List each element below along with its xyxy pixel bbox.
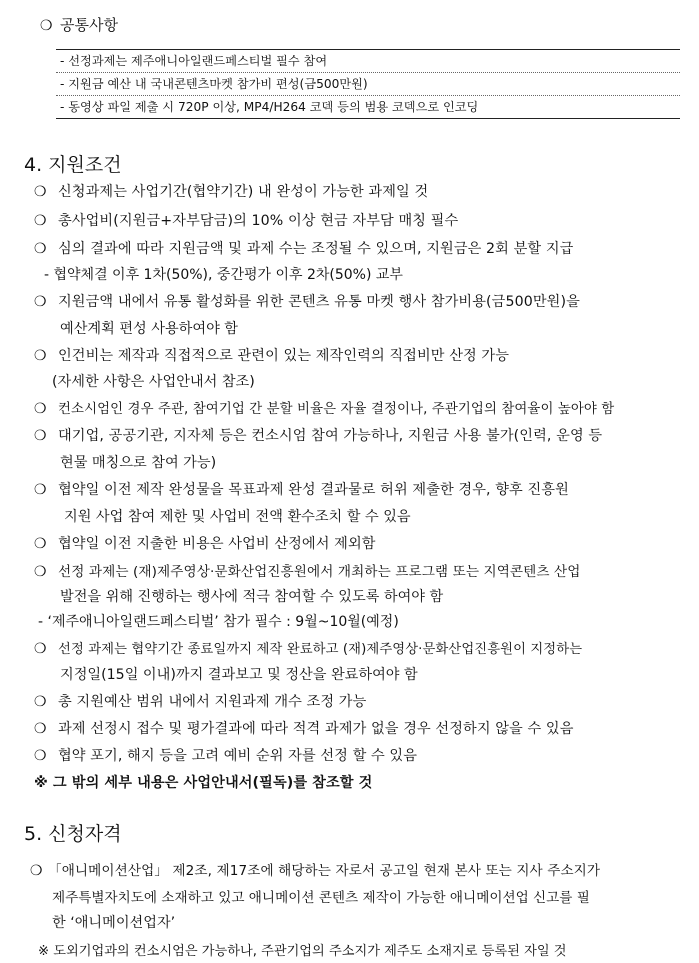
circle-bullet-icon: ❍	[34, 641, 47, 657]
eligibility-continuation: 제주특별자치도에 소재하고 있고 애니메이션 콘텐츠 제작이 가능한 애니메이션업 신고를 필	[52, 890, 590, 906]
condition-item: ❍ 협약일 이전 지출한 비용은 사업비 산정에서 제외함	[34, 536, 376, 552]
condition-continuation: (자세한 사항은 사업안내서 참조)	[52, 374, 255, 390]
condition-item: ❍ 총 지원예산 범위 내에서 지원과제 개수 조정 가능	[34, 694, 367, 710]
circle-bullet-icon: ❍	[34, 213, 47, 229]
condition-continuation: 현물 매칭으로 참여 가능)	[60, 455, 217, 471]
condition-item: ❍ 지원금액 내에서 유통 활성화를 위한 콘텐츠 유통 마켓 행사 참가비용(금500만원)을	[34, 294, 580, 310]
circle-bullet-icon: ❍	[40, 18, 53, 34]
condition-subnote: - ‘제주애니아일랜드페스티벌’ 참가 필수 : 9월~10월(예정)	[38, 614, 399, 630]
condition-continuation: 지원 사업 참여 제한 및 사업비 전액 환수조치 할 수 있음	[64, 509, 411, 525]
eligibility-note: ※ 도외기업과의 컨소시엄은 가능하나, 주관기업의 주소지가 제주도 소재지로 등록된 자일 것	[38, 944, 567, 959]
circle-bullet-icon: ❍	[34, 348, 47, 364]
section-4-title: 4. 지원조건	[24, 154, 122, 176]
section-5-title: 5. 신청자격	[24, 823, 122, 845]
common-notes-box	[56, 49, 680, 119]
common-note-row: - 지원금 예산 내 국내콘텐츠마켓 참가비 편성(금500만원)	[56, 73, 680, 96]
condition-item: ❍ 대기업, 공공기관, 지자체 등은 컨소시엄 참여 가능하나, 지원금 사용 불가(인력, 운영 등	[34, 428, 603, 444]
circle-bullet-icon: ❍	[34, 482, 47, 498]
circle-bullet-icon: ❍	[34, 536, 47, 552]
reference-notice: ※ 그 밖의 세부 내용은 사업안내서(필독)를 참조할 것	[34, 775, 373, 791]
eligibility-item: ❍ 「애니메이션산업」 제2조, 제17조에 해당하는 자로서 공고일 현재 본사 또는 지사 주소지가	[30, 863, 601, 879]
common-heading	[40, 14, 118, 35]
condition-item: ❍ 신청과제는 사업기간(협약기간) 내 완성이 가능한 과제일 것	[34, 184, 429, 200]
condition-item: ❍ 협약일 이전 제작 완성물을 목표과제 완성 결과물로 허위 제출한 경우, 향후 진흥원	[34, 482, 569, 498]
circle-bullet-icon: ❍	[30, 863, 43, 879]
circle-bullet-icon: ❍	[34, 721, 47, 737]
condition-continuation: 예산계획 편성 사용하여야 함	[60, 321, 238, 337]
condition-item: ❍ 컨소시엄인 경우 주관, 참여기업 간 분할 비율은 자율 결정이나, 주관기업의 참여율이 높아야 함	[34, 401, 615, 417]
circle-bullet-icon: ❍	[34, 401, 47, 417]
circle-bullet-icon: ❍	[34, 694, 47, 710]
circle-bullet-icon: ❍	[34, 428, 47, 444]
circle-bullet-icon: ❍	[34, 241, 47, 257]
condition-item: ❍ 인건비는 제작과 직접적으로 관련이 있는 제작인력의 직접비만 산정 가능	[34, 348, 510, 364]
condition-item: ❍ 총사업비(지원금+자부담금)의 10% 이상 현금 자부담 매칭 필수	[34, 213, 459, 229]
circle-bullet-icon: ❍	[34, 564, 47, 580]
condition-item: ❍ 심의 결과에 따라 지원금액 및 과제 수는 조정될 수 있으며, 지원금은 2회 분할 지급	[34, 241, 574, 257]
condition-item: ❍ 과제 선정시 접수 및 평가결과에 따라 적격 과제가 없을 경우 선정하지 않을 수 있음	[34, 721, 574, 737]
condition-continuation: 발전을 위해 진행하는 행사에 적극 참여할 수 있도록 하여야 함	[60, 589, 444, 605]
common-title: 공통사항	[60, 16, 118, 34]
circle-bullet-icon: ❍	[34, 748, 47, 764]
condition-item: ❍ 선정 과제는 협약기간 종료일까지 제작 완료하고 (재)제주영상·문화산업진흥원이 지정하는	[34, 641, 583, 657]
common-note-row: - 동영상 파일 제출 시 720P 이상, MP4/H264 코덱 등의 범용 코덱으로 인코딩	[60, 100, 479, 114]
condition-subnote: - 협약체결 이후 1차(50%), 중간평가 이후 2차(50%) 교부	[44, 267, 403, 283]
condition-item: ❍ 협약 포기, 해지 등을 고려 예비 순위 자를 선정 할 수 있음	[34, 748, 418, 764]
circle-bullet-icon: ❍	[34, 294, 47, 310]
common-note-row: - 선정과제는 제주애니아일랜드페스티벌 필수 참여	[56, 50, 680, 73]
condition-item: ❍ 선정 과제는 (재)제주영상·문화산업진흥원에서 개최하는 프로그램 또는 지역콘텐츠 산업	[34, 564, 581, 580]
circle-bullet-icon: ❍	[34, 184, 47, 200]
eligibility-continuation: 한 ‘애니메이션업자’	[52, 915, 176, 931]
condition-continuation: 지정일(15일 이내)까지 결과보고 및 정산을 완료하여야 함	[60, 667, 418, 683]
